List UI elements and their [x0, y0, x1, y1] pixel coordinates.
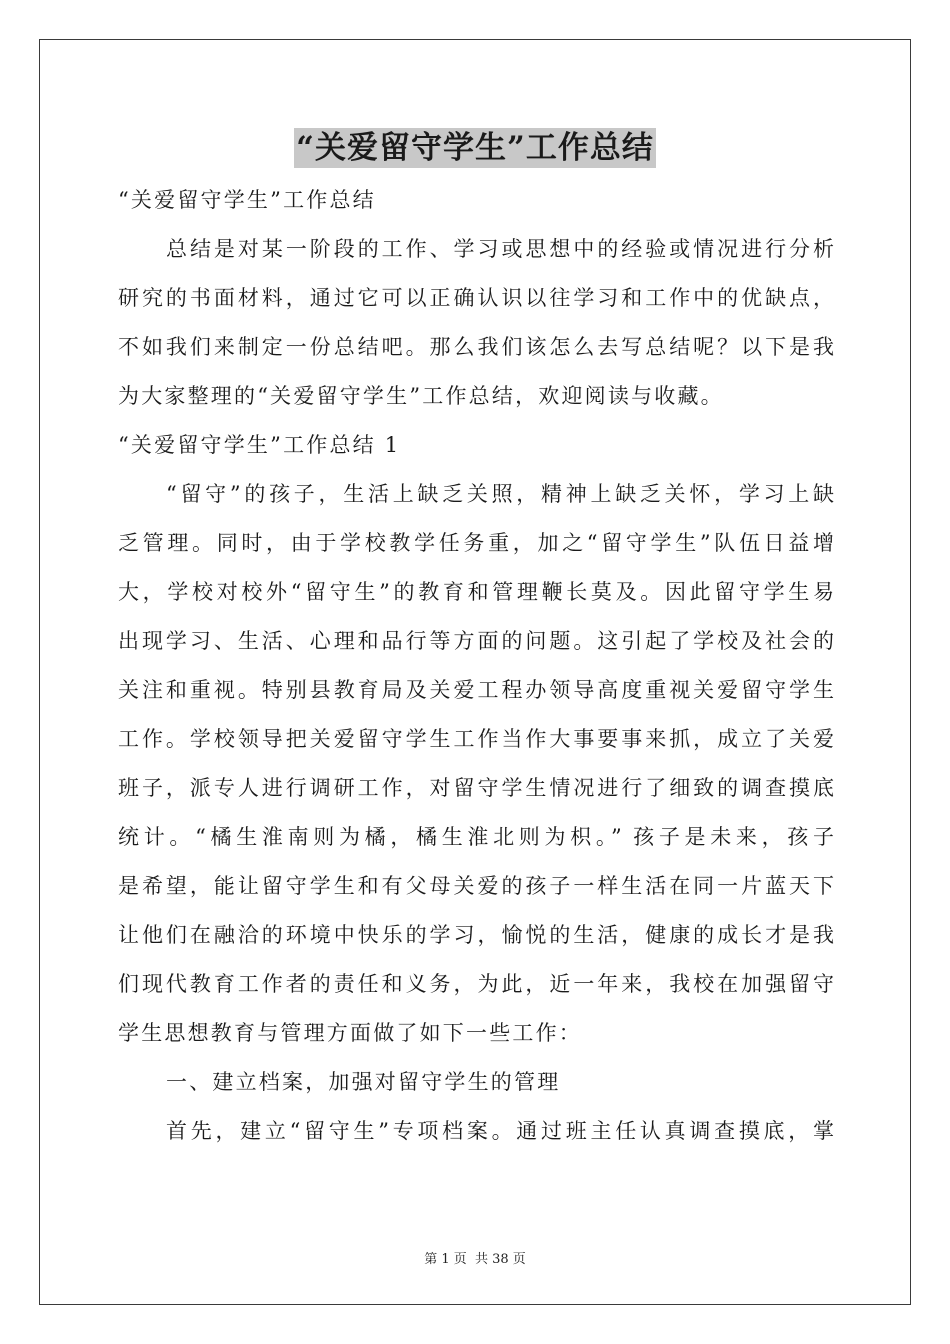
page-number: 第 1 页 [424, 1252, 467, 1267]
text-line: “关爱留守学生”工作总结 [118, 188, 376, 212]
text-line: 不如我们来制定一份总结吧。那么我们该怎么去写总结呢？以下是我 [118, 335, 834, 359]
page-footer [0, 1248, 950, 1267]
text-line: 一、建立档案，加强对留守学生的管理 [166, 1070, 561, 1094]
text-line: 关注和重视。特别县教育局及关爱工程办领导高度重视关爱留守学生 [118, 678, 834, 702]
text-line: “留守”的孩子，生活上缺乏关照，精神上缺乏关怀，学习上缺 [166, 482, 834, 506]
text-line: “关爱留守学生”工作总结 1 [118, 433, 401, 457]
text-line: 为大家整理的“关爱留守学生”工作总结，欢迎阅读与收藏。 [118, 384, 724, 408]
text-line: 大，学校对校外“留守生”的教育和管理鞭长莫及。因此留守学生易 [118, 580, 834, 604]
text-line: 首先，建立“留守生”专项档案。通过班主任认真调查摸底，掌 [166, 1119, 834, 1143]
text-line: 统计。“橘生淮南则为橘，橘生淮北则为枳。” 孩子是未来，孩子 [118, 825, 834, 849]
text-line: 研究的书面材料，通过它可以正确认识以往学习和工作中的优缺点， [118, 286, 834, 310]
document-title-text: “关爱留守学生”工作总结 [296, 130, 654, 166]
text-line: 是希望，能让留守学生和有父母关爱的孩子一样生活在同一片蓝天下 [118, 874, 834, 898]
text-line: 出现学习、生活、心理和品行等方面的问题。这引起了学校及社会的 [118, 629, 834, 653]
document-body [118, 176, 834, 1156]
text-line: 乏管理。同时，由于学校教学任务重，加之“留守学生”队伍日益增 [118, 531, 834, 555]
document-title [0, 128, 950, 168]
text-line: 工作。学校领导把关爱留守学生工作当作大事要事来抓，成立了关爱 [118, 727, 834, 751]
text-line: 班子，派专人进行调研工作，对留守学生情况进行了细致的调查摸底 [118, 776, 834, 800]
page-total: 共 38 页 [474, 1252, 526, 1267]
text-line: 让他们在融洽的环境中快乐的学习，愉悦的生活，健康的成长才是我 [118, 923, 834, 947]
text-line: 们现代教育工作者的责任和义务，为此，近一年来，我校在加强留守 [118, 972, 834, 996]
text-line: 总结是对某一阶段的工作、学习或思想中的经验或情况进行分析 [166, 237, 834, 261]
text-line: 学生思想教育与管理方面做了如下一些工作： [118, 1021, 582, 1045]
